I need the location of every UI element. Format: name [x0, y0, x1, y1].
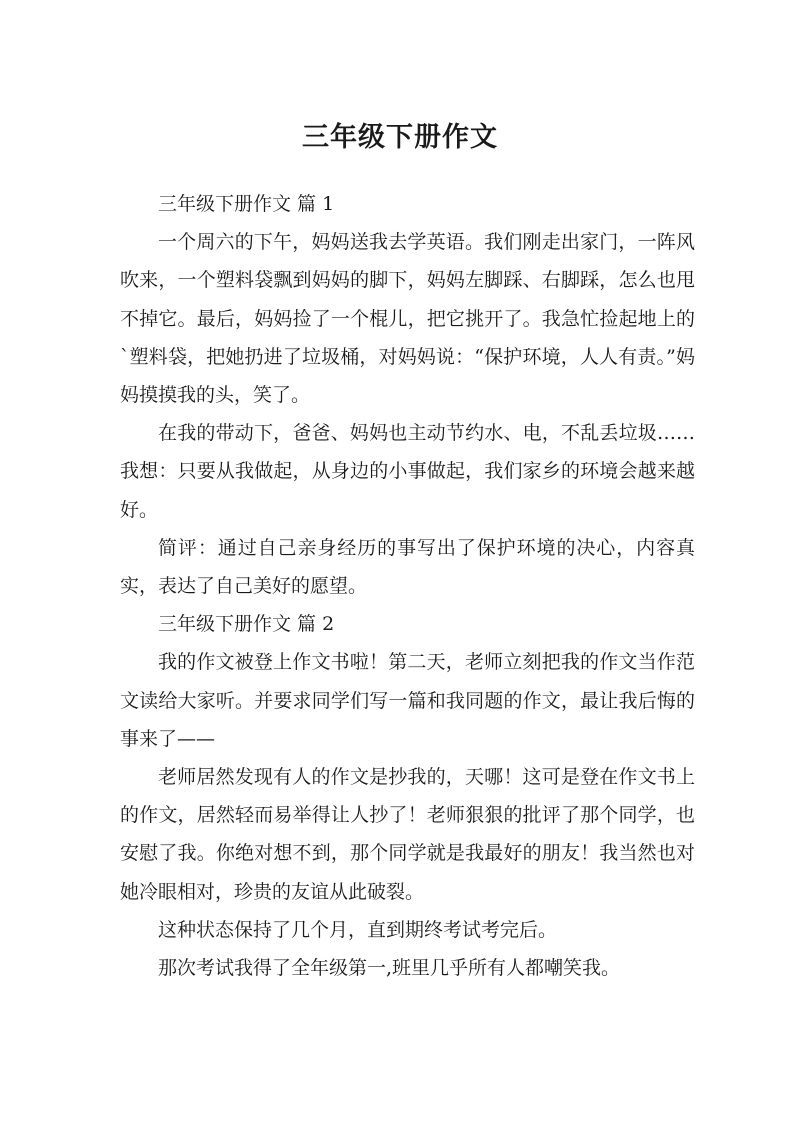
paragraph: 我的作文被登上作文书啦！第二天，老师立刻把我的作文当作范文读给大家听。并要求同学们写一篇和我同题的作文，最让我后悔的事来了——	[120, 651, 695, 750]
document-title: 三年级下册作文	[302, 122, 498, 154]
paragraph: 这种状态保持了几个月，直到期终考试考完后。	[158, 918, 558, 941]
paragraph: 老师居然发现有人的作文是抄我的，天哪！这可是登在作文书上的作文，居然轻而易举得让人抄了！老师狠狠的批评了那个同学，也安慰了我。你绝对想不到，那个同学就是我最好的朋友！我当然也对她冷眼相对，珍贵的友谊从此破裂。	[120, 766, 695, 903]
document-body	[120, 185, 695, 987]
section-heading: 三年级下册作文 篇 2	[158, 613, 335, 636]
paragraph: 简评：通过自己亲身经历的事写出了保护环境的决心，内容真实，表达了自己美好的愿望。	[120, 536, 695, 598]
paragraph: 那次考试我得了全年级第一,班里几乎所有人都嘲笑我。	[158, 957, 621, 980]
paragraph: 在我的带动下，爸爸、妈妈也主动节约水、电，不乱丢垃圾……我想：只要从我做起，从身边的小事做起，我们家乡的环境会越来越好。	[120, 422, 695, 521]
paragraph: 一个周六的下午，妈妈送我去学英语。我们刚走出家门，一阵风吹来，一个塑料袋飘到妈妈的脚下，妈妈左脚踩、右脚踩，怎么也甩不掉它。最后，妈妈捡了一个棍儿，把它挑开了。我急忙捡起地上的`塑料袋，把她扔进了垃圾桶，对妈妈说：“保护环境，人人有责。”妈妈摸摸我的头，笑了。	[120, 231, 695, 407]
section-heading: 三年级下册作文 篇 1	[158, 193, 335, 215]
